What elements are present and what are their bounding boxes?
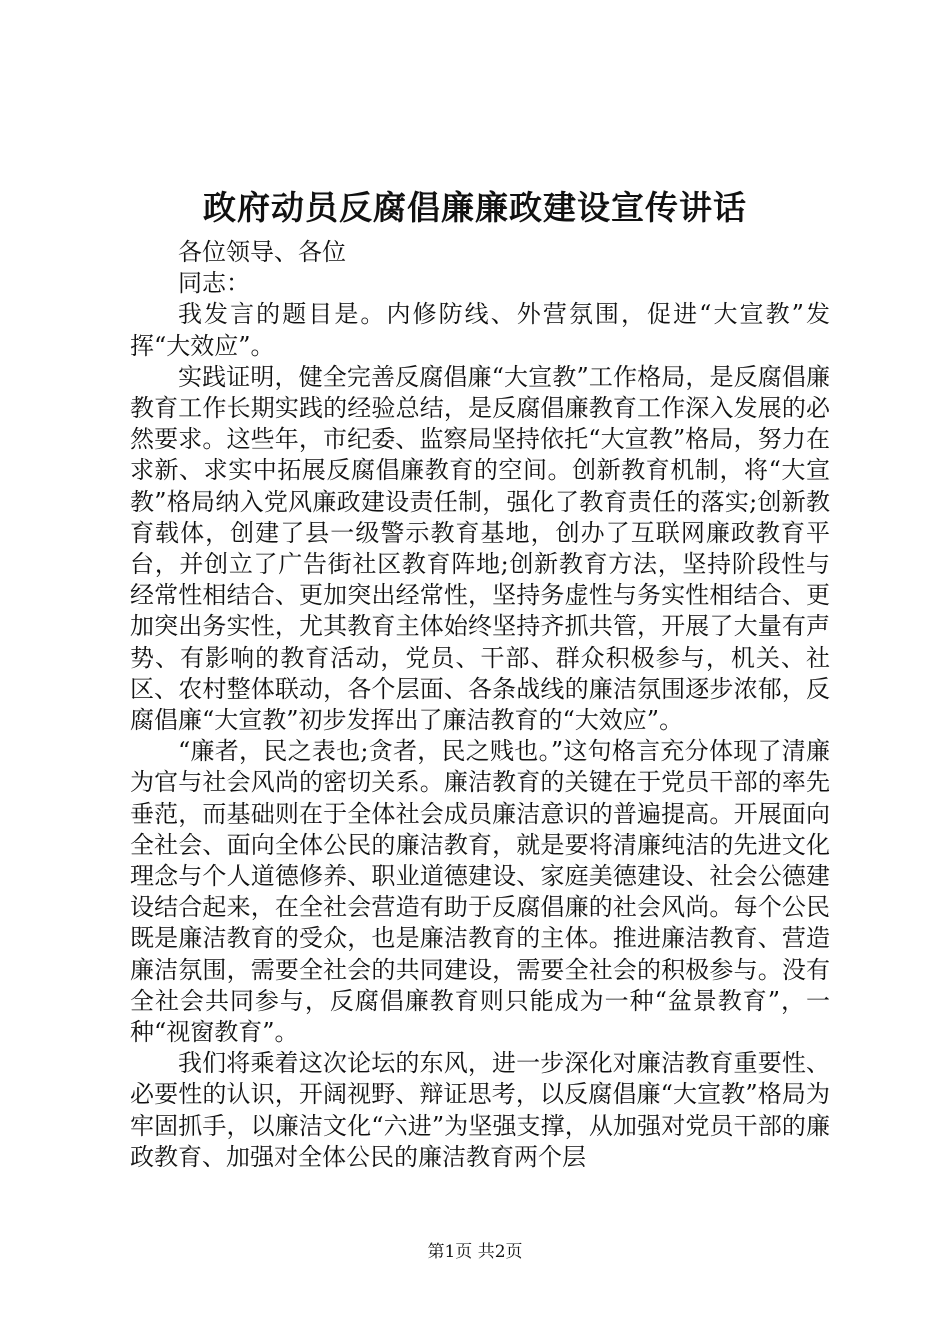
body-paragraph: 我们将乘着这次论坛的东风，进一步深化对廉洁教育重要性、必要性的认识，开阔视野、辩证思考，以反腐倡廉“大宣教”格局为牢固抓手，以廉洁文化“六进”为坚强支撑，从加强对党员干部的廉政教育、加强对全体公民的廉洁教育两个层 — [130, 1049, 830, 1171]
document-title: 政府动员反腐倡廉廉政建设宣传讲话 — [203, 188, 747, 227]
body-paragraph: 实践证明，健全完善反腐倡廉“大宣教”工作格局，是反腐倡廉教育工作长期实践的经验总结，是反腐倡廉教育工作深入发展的必然要求。这些年，市纪委、监察局坚持依托“大宣教”格局，努力在求新、求实中拓展反腐倡廉教育的空间。创新教育机制，将“大宣教”格局纳入党风廉政建设责任制，强化了教育责任的落实;创新教育载体，创建了县一级警示教育基地，创办了互联网廉政教育平台，并创立了广告街社区教育阵地;创新教育方法，坚持阶段性与经常性相结合、更加突出经常性，坚持务虚性与务实性相结合、更加突出务实性，尤其教育主体始终坚持齐抓共管，开展了大量有声势、有影响的教育活动，党员、干部、群众积极参与，机关、社区、农村整体联动，各个层面、各条战线的廉洁氛围逐步浓郁，反腐倡廉“大宣教”初步发挥出了廉洁教育的“大效应”。 — [130, 362, 830, 735]
body-paragraph: 我发言的题目是。内修防线、外营氛围，促进“大宣教”发挥“大效应”。 — [130, 300, 830, 360]
page-number-footer: 第1页 共2页 — [427, 1242, 523, 1262]
salutation-line: 同志： — [178, 269, 250, 298]
body-paragraph: “廉者，民之表也;贪者，民之贱也。”这句格言充分体现了清廉为官与社会风尚的密切关系。廉洁教育的关键在于党员干部的率先垂范，而基础则在于全体社会成员廉洁意识的普遍提高。开展面向全社会、面向全体公民的廉洁教育，就是要将清廉纯洁的先进文化理念与个人道德修养、职业道德建设、家庭美德建设、社会公德建设结合起来，在全社会营造有助于反腐倡廉的社会风尚。每个公民既是廉洁教育的受众，也是廉洁教育的主体。推进廉洁教育、营造廉洁氛围，需要全社会的共同建设，需要全社会的积极参与。没有全社会共同参与，反腐倡廉教育则只能成为一种“盆景教育”，一种“视窗教育”。 — [130, 737, 830, 1047]
document-body — [130, 237, 830, 1173]
salutation-line: 各位领导、各位 — [178, 238, 346, 266]
